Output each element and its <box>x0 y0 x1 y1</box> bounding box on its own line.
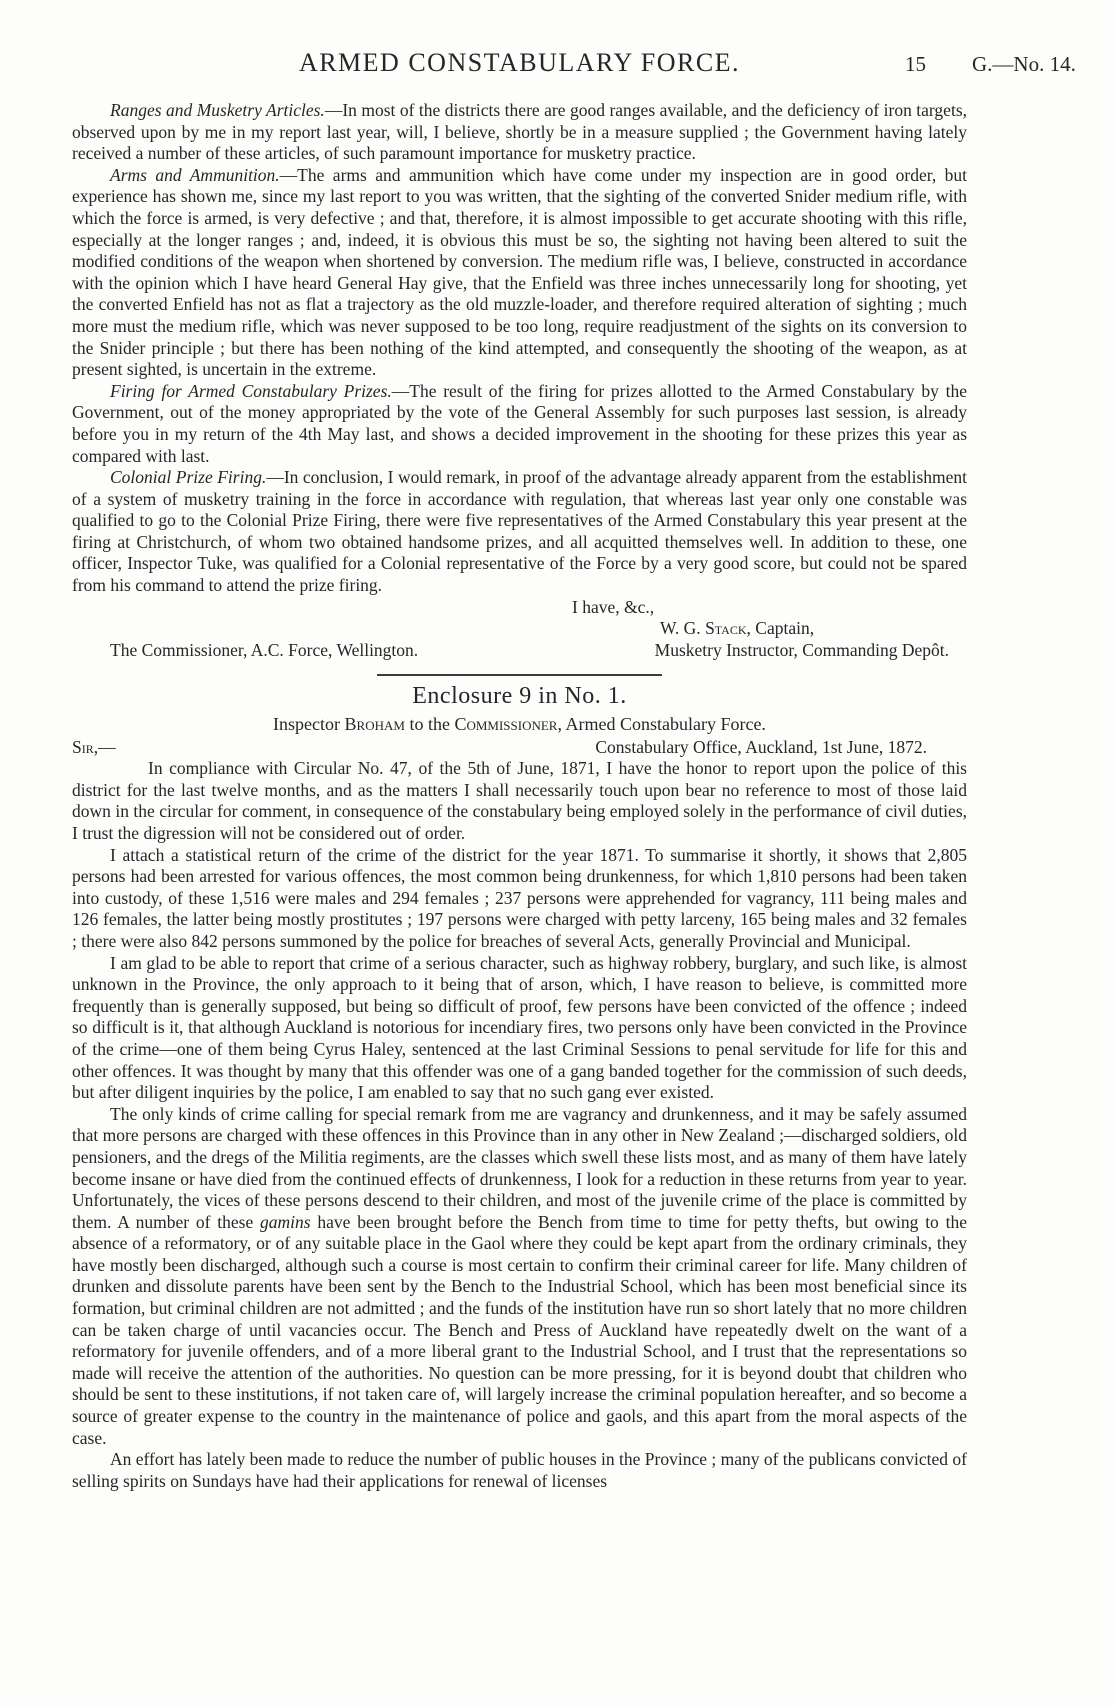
signature-title: Musketry Instructor, Commanding Depôt. <box>654 639 949 660</box>
page-title: ARMED CONSTABULARY FORCE. <box>298 48 741 77</box>
page-header <box>0 0 1114 84</box>
subheading-part1: Inspector <box>273 714 345 735</box>
para-lead-ranges: Ranges and Musketry Articles. <box>110 100 325 120</box>
section-divider-rule <box>377 674 662 676</box>
signature-post: , Captain, <box>746 618 815 639</box>
salutation: Sir,— <box>72 736 116 757</box>
para-text-arms: —The arms and ammunition which have come under my inspection are in good order, but experience has shown me, since my last report to you was written, that the sighting of the converted Snider medium rifle, with which the force is armed, is very defective ; and that, therefore, it is almost impossible to get accurate shooting with this rifle, especially at the longer ranges ; and, indeed, it is obvious this must be so, the sighting not having been altered to suit the modified conditions of the weapon when shortened by conversion. The medium rifle was, I believe, constructed in accordance with the opinion which I have heard General Hay give, that the Enfield was three inches unnecessarily long for shooting, yet the converted Enfield has not as flat a trajectory as the old muzzle-loader, and therefore required alteration of sighting ; much more must the medium rifle, which was never supposed to be too long, require readjustment of the sights on its conversion to the Snider principle ; but there has been nothing of the kind attempted, and consequently the shooting of the weapon, as at present sighted, is uncertain in the extreme. <box>72 164 967 380</box>
para-text-firing: —The result of the firing for prizes allotted to the Armed Constabulary by the Government, out of the money appropriated by the vote of the General Assembly for such purposes last session, is already before you in my return of the 4th May last, and shows a decided improvement in the shooting for these prizes this year as compared with last. <box>72 380 967 466</box>
para-vagrancy-drunkenness <box>72 1104 967 1450</box>
enclosure-subheading <box>72 714 967 736</box>
para-statistical-return: I attach a statistical return of the crime of the district for the year 1871. To summarise it shortly, it shows that 2,805 persons had been arrested for various offences, the most common being drunkenness, for which 1,810 persons had been taken into custody, of these 1,516 were males and 294 females ; 237 persons were apprehended for vagrancy, 111 being males and 126 females, the latter being mostly prostitutes ; 197 persons were charged with petty larceny, 165 being males and 32 females ; there were also 842 persons summoned by the police for breaches of several Acts, generally Provincial and Municipal. <box>72 844 967 951</box>
subheading-name-commissioner: Commissioner <box>454 714 558 735</box>
para-lead-firing: Firing for Armed Constabulary Prizes. <box>110 380 392 401</box>
para-ranges-and-musketry <box>72 100 967 165</box>
signature-name: Stack <box>705 618 747 639</box>
subheading-part3: , Armed Constabulary Force. <box>557 714 766 735</box>
salutation-row <box>72 737 967 759</box>
dateline: Constabulary Office, Auckland, 1st June, 1872. <box>595 736 927 757</box>
para-compliance-circular: In compliance with Circular No. 47, of the 5th of June, 1871, I have the honor to report upon the police of this district for the last twelve months, and as the matters I shall necessarily touch upon bear no reference to most of those laid down in the circular for comment, in consequence of the constabulary being employed solely in the performance of civil duties, I trust the digression will not be considered out of order. <box>72 758 967 843</box>
para-public-houses: An effort has lately been made to reduce the number of public houses in the Province ; many of the publicans convicted of selling spirits on Sundays have had their applications for renewal of licenses <box>72 1449 967 1491</box>
addressee-row <box>72 640 967 662</box>
signature-line <box>660 618 967 640</box>
para-lead-arms: Arms and Ammunition. <box>110 164 280 185</box>
report-text-block <box>72 100 967 1492</box>
page-number: 15 <box>905 52 926 76</box>
enclosure-heading: Enclosure 9 in No. 1. <box>412 683 627 710</box>
doc-number: G.—No. 14. <box>972 52 1076 76</box>
valediction: I have, &c., <box>572 596 655 617</box>
subheading-part2: to the <box>404 714 455 735</box>
signature-pre: W. G. <box>660 618 706 639</box>
para-colonial-prize-firing <box>72 467 967 597</box>
para-firing-for-prizes <box>72 381 967 467</box>
addressee: The Commissioner, A.C. Force, Wellington. <box>110 639 419 660</box>
para-serious-crime: I am glad to be able to report that crime of a serious character, such as highway robbery, burglary, and such like, is almost unknown in the Province, the only approach to it being that of arson, which, I have reason to believe, is committed more frequently than is generally supposed, but being so difficult of proof, few persons have been convicted of the offence ; indeed so difficult is it, that although Auckland is notorious for incendiary fires, two persons only have been convicted in the Province of the crime—one of them being Cyrus Haley, sentenced at the last Criminal Sessions to penal servitude for life for this and other offences. It was thought by many that this offender was one of a gang banded together for the commission of such deeds, but after diligent inquiries by the police, I am enabled to say that no such gang ever existed. <box>72 952 967 1103</box>
para-text-pre-gamins: The only kinds of crime calling for special remark from me are vagrancy and drunkenness, and it may be safely assumed that more persons are charged with these offences in this Province than in any other in New Zealand ;—discharged soldiers, old pensioners, and the dregs of the Militia regiments, are the classes which swell these lists most, and as many of them have lately become insane or have died from the continued effects of drunkenness, I look for a reduction in these returns from year to year. Unfortunately, the vices of these persons descend to their children, and most of the juvenile crime of the place is committed by them. A number of these <box>72 1103 967 1232</box>
para-text-ranges: —In most of the districts there are good ranges available, and the deficiency of iron targets, observed upon by me in my report last year, will, I believe, shortly be in a measure supplied ; the Government having lately received a number of these articles, of such paramount importance for musketry practice. <box>72 100 968 164</box>
para-text-colonial: —In conclusion, I would remark, in proof of the advantage already apparent from the establishment of a system of musketry training in the force in accordance with regulation, that whereas last year only one constable was qualified to go to the Colonial Prize Firing, there were five representatives of the Armed Constabulary this year present at the firing at Christchurch, of whom two obtained handsome prizes, and all acquitted themselves well. In addition to these, one officer, Inspector Tuke, was qualified for a Colonial representative of the Force by a very good score, but could not be spared from his command to attend the prize firing. <box>72 467 967 596</box>
gamins-italic-word: gamins <box>260 1211 311 1232</box>
para-lead-colonial: Colonial Prize Firing. <box>110 467 267 488</box>
para-arms-and-ammunition <box>72 165 967 381</box>
subheading-name-broham: Broham <box>344 714 405 735</box>
para-text-post-gamins: have been brought before the Bench from time to time for petty thefts, but owing to the absence of a reformatory, or of any suitable place in the Gaol where they could be kept apart from the ordinary criminals, they have mostly been discharged, although such a course is most certain to confirm their criminal career for life. Many children of drunken and dissolute parents have been sent by the Bench to the Industrial School, which has been most beneficial since its formation, but criminal children are not admitted ; and the funds of the institution have run so short lately that no more children can be taken charge of until vacancies occur. The Bench and Press of Auckland have repeatedly dwelt on the want of a reformatory for juvenile offenders, and of a more liberal grant to the Industrial School, and I trust that the representations so made will receive the attention of the authorities. No question can be more pressing, for it is beyond doubt that children who should be sent to these institutions, if not taken care of, will largely increase the criminal population hereafter, and so become a source of greater expense to the country in the maintenance of police and gaols, and this apart from the moral aspects of the case. <box>72 1211 967 1448</box>
